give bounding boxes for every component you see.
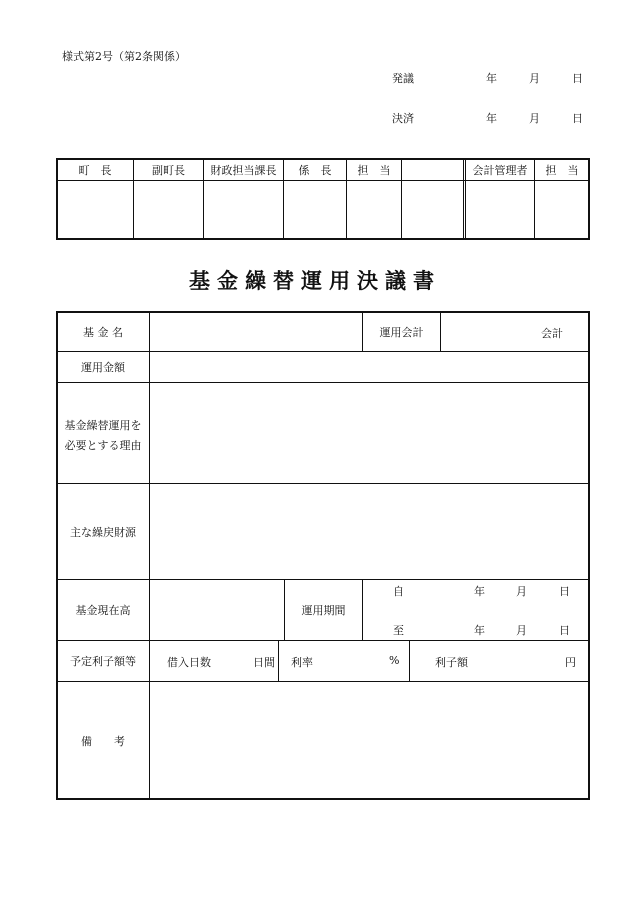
approval-header-section-chief: 係 長 xyxy=(298,163,332,177)
period-label: 運用期間 xyxy=(301,604,346,617)
period-from-day: 日 xyxy=(559,585,570,598)
hatsugi-month: 月 xyxy=(529,72,540,85)
kessai-year: 年 xyxy=(486,112,497,125)
remarks-field[interactable] xyxy=(150,682,589,799)
reason-field[interactable] xyxy=(150,383,589,483)
operating-account-label: 運用会計 xyxy=(379,325,424,339)
period-from-year: 年 xyxy=(474,585,485,598)
amount-label: 運用金額 xyxy=(81,361,125,374)
balance-label: 基金現在高 xyxy=(75,604,131,617)
period-to-day: 日 xyxy=(559,624,570,637)
approval-header-staff-2: 担 当 xyxy=(545,163,579,177)
approval-header-blank xyxy=(402,159,463,180)
hatsugi-label: 発議 xyxy=(392,72,414,85)
form-number: 様式第2号（第2条関係） xyxy=(62,50,186,63)
percent-unit: % xyxy=(389,654,400,667)
balance-field[interactable] xyxy=(150,580,284,640)
kessai-day: 日 xyxy=(572,112,583,125)
account-suffix: 会計 xyxy=(541,327,563,340)
rate-label: 利率 xyxy=(291,656,313,669)
reason-label-line2: 必要とする理由 xyxy=(64,439,142,452)
approval-header-staff: 担 当 xyxy=(357,163,391,177)
yen-unit: 円 xyxy=(565,656,576,669)
approval-header-finance-chief: 財政担当課長 xyxy=(210,163,277,177)
kessai-label: 決済 xyxy=(392,112,414,125)
hatsugi-day: 日 xyxy=(572,72,583,85)
source-label: 主な繰戻財源 xyxy=(70,525,136,539)
period-to-year: 年 xyxy=(474,624,485,637)
source-field[interactable] xyxy=(150,484,589,579)
interest-amount-label: 利子額 xyxy=(435,656,468,669)
fund-name-label: 基 金 名 xyxy=(83,325,123,339)
kessai-month: 月 xyxy=(529,112,540,125)
operating-account-field[interactable] xyxy=(441,312,589,351)
borrow-days-label: 借入日数 xyxy=(167,656,211,669)
approval-header-accountant: 会計管理者 xyxy=(472,163,528,177)
hatsugi-year: 年 xyxy=(486,72,497,85)
reason-label-line1: 基金繰替運用を xyxy=(64,419,142,432)
document-title: 基金繰替運用決議書 xyxy=(189,269,441,293)
remarks-label: 備 考 xyxy=(81,734,125,748)
period-to-label: 至 xyxy=(393,624,404,637)
approval-header-deputy-mayor: 副町長 xyxy=(152,163,185,177)
days-unit: 日間 xyxy=(253,656,275,669)
period-from-label: 自 xyxy=(393,585,404,598)
interest-estimate-label: 予定利子額等 xyxy=(70,655,136,668)
period-from-month: 月 xyxy=(516,585,527,598)
approval-header-mayor: 町 長 xyxy=(78,163,112,177)
fund-name-field[interactable] xyxy=(150,312,362,351)
amount-field[interactable] xyxy=(150,352,589,382)
period-to-month: 月 xyxy=(516,624,527,637)
